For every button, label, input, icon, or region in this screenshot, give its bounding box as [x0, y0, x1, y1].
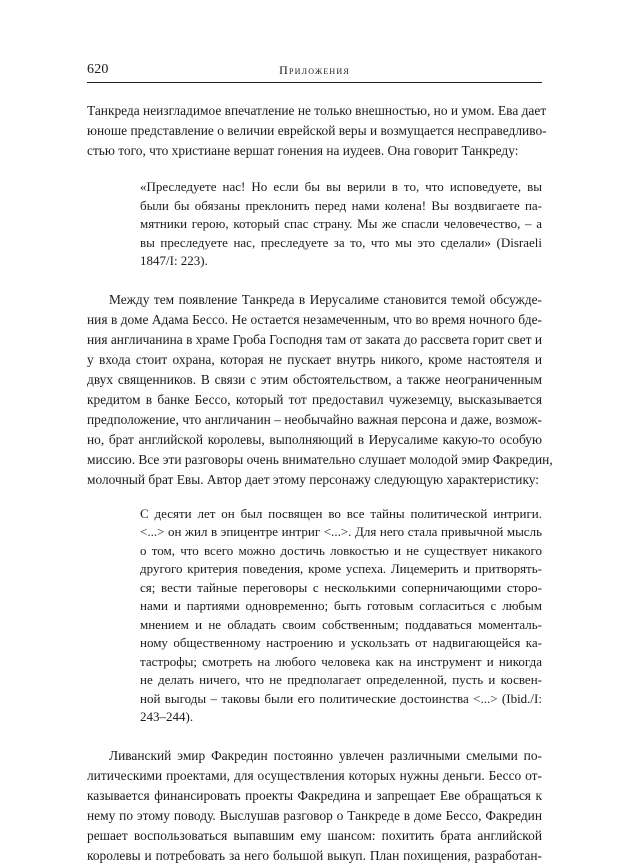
text-line: но, брат английской королевы, выполняющий в Иерусалиме какую-то особую: [87, 431, 542, 447]
quote-line: 1847/I: 223).: [140, 253, 208, 268]
quote-line: мятники герою, который спас страну. Мы же спасли человечество, – а: [140, 216, 542, 231]
quote-line: вы преследуете нас, преследуете за то, что мы это сделали» (Disraeli: [140, 234, 542, 250]
block-quote-eva: [140, 178, 542, 271]
quote-line: мнением и не обладать своим собственным; поддаваться моменталь-: [140, 616, 542, 632]
quote-line: о том, что всего можно достичь ловкостью и не существует никакого: [140, 542, 542, 558]
text-line: Между тем появление Танкреда в Иерусалиме становится темой обсужде-: [109, 291, 542, 307]
text-line: предположение, что англичанин – необычайно важная персона и даже, возмож-: [87, 411, 542, 427]
text-line: литическими проектами, для осуществления которых нужны деньги. Бессо от-: [87, 767, 542, 783]
quote-line: были бы обязаны преклонить перед нами колена! Вы воздвигаете па-: [140, 197, 542, 213]
text-line: кредитом в банке Бессо, который тот предоставил чужеземцу, высказывается: [87, 391, 542, 407]
quote-line: ной выгоды – таковы были его политические достоинства <...> (Ibid./I:: [140, 690, 542, 706]
quote-line: «Преследуете нас! Но если бы вы верили в то, что исповедуете, вы: [140, 179, 542, 194]
paragraph-fakredin-plan: [87, 746, 542, 866]
block-quote-fakredin: [140, 505, 542, 727]
page-header: [87, 62, 542, 83]
page-number: 620: [87, 62, 109, 77]
text-line: королевы и потребовать за него большой выкуп. План похищения, разработан-: [87, 847, 542, 863]
text-line: молочный брат Евы. Автор дает этому персонажу следующую характеристику:: [87, 471, 539, 487]
text-line: ния англичанина в храме Гроба Господня там от заката до рассвета горит свет и: [87, 331, 542, 347]
text-line: решает воспользоваться выпавшим ему шансом: похитить брата английской: [87, 827, 542, 843]
text-line: Танкреда неизгладимое впечатление не только внешностью, но и умом. Ева дает: [87, 103, 547, 118]
quote-line: тастрофы; смотреть на любого человека как на инструмент и никогда: [140, 653, 542, 669]
quote-line: С десяти лет он был посвящен во все тайны политической интриги.: [140, 505, 542, 521]
body-text: [87, 101, 553, 866]
quote-line: другого критерия поведения, кроме успеха. Лицемерить и притворять-: [140, 561, 542, 576]
quote-line: не делать ничего, что не предполагает определенной, пусть и косвен-: [140, 672, 542, 687]
text-line: двух священников. В связи с этим обстоятельством, а также неограниченным: [87, 371, 542, 387]
text-line: казывается финансировать проекты Факредина и запрещает Еве обращаться к: [87, 787, 542, 803]
text-line: нему по этому поводу. Выслушав разговор о Танкреде в доме Бессо, Факредин: [87, 807, 542, 823]
text-line: у входа стоит охрана, которая не пускает внутрь никого, кроме настоятеля и: [87, 351, 542, 367]
paragraph-continuation: [87, 101, 547, 161]
text-line: ния в доме Адама Бессо. Не остается незамеченным, что во время ночного бде-: [87, 311, 542, 327]
quote-line: нами и партиями одновременно; быть готовым согласиться с любым: [140, 598, 542, 613]
quote-line: 243–244).: [140, 709, 194, 724]
paragraph-tancred-jerusalem: [87, 290, 553, 490]
running-head: Приложения: [279, 63, 350, 77]
text-line: Ливанский эмир Факредин постоянно увлечен различными смелыми по-: [109, 747, 542, 763]
quote-line: <...> он жил в эпицентре интриг <...>. Для него стала привычной мысль: [140, 524, 542, 539]
text-line: миссию. Все эти разговоры очень внимательно слушает молодой эмир Факредин,: [87, 451, 553, 467]
quote-line: ному общественному настроению и ускользать от надвигающейся ка-: [140, 635, 542, 650]
text-line: стью того, что христиане вершат гонения на иудеев. Она говорит Танкреду:: [87, 143, 519, 158]
quote-line: ся; вести тайные переговоры с несколькими соперничающими сторо-: [140, 579, 542, 595]
text-line: юноше представление о величии еврейской веры и возмущается несправедливо-: [87, 123, 547, 138]
